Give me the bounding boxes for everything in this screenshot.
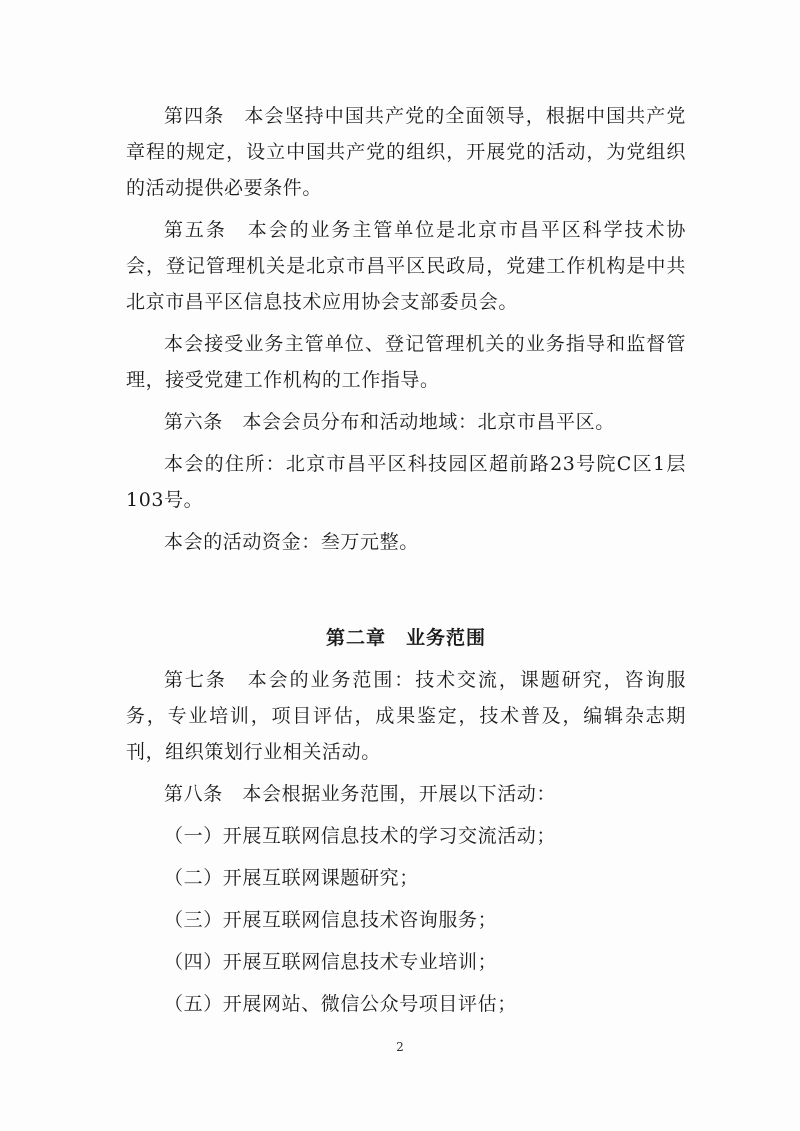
activity-item-1: （一）开展互联网信息技术的学习交流活动； (164, 825, 557, 847)
supervision-paragraph: 本会接受业务主管单位、登记管理机关的业务指导和监督管理，接受党建工作机构的工作指导。 (126, 333, 686, 391)
page-number: 2 (396, 1040, 404, 1054)
article-6-paragraph: 第六条 本会会员分布和活动地域：北京市昌平区。 (164, 411, 615, 433)
document-body (126, 98, 686, 1022)
article-8-paragraph: 第八条 本会根据业务范围，开展以下活动： (164, 783, 557, 805)
chapter-title: 第二章 业务范围 (325, 627, 486, 649)
funds-paragraph: 本会的活动资金：叁万元整。 (164, 531, 419, 553)
article-4-paragraph: 第四条 本会坚持中国共产党的全面领导，根据中国共产党章程的规定，设立中国共产党的组织，开展党的活动，为党组织的活动提供必要条件。 (126, 105, 686, 199)
address-paragraph: 本会的住所：北京市昌平区科技园区超前路23号院C区1层103号。 (126, 453, 686, 511)
activity-item-5: （五）开展网站、微信公众号项目评估； (164, 993, 517, 1015)
activity-item-4: （四）开展互联网信息技术专业培训； (164, 951, 498, 973)
article-7-paragraph: 第七条 本会的业务范围：技术交流，课题研究，咨询服务，专业培训，项目评估，成果鉴定，技术普及，编辑杂志期刊，组织策划行业相关活动。 (126, 669, 686, 763)
activity-item-2: （二）开展互联网课题研究； (164, 867, 419, 889)
article-5-paragraph: 第五条 本会的业务主管单位是北京市昌平区科学技术协会，登记管理机关是北京市昌平区民政局，党建工作机构是中共北京市昌平区信息技术应用协会支部委员会。 (126, 219, 686, 313)
activity-item-3: （三）开展互联网信息技术咨询服务； (164, 909, 498, 931)
